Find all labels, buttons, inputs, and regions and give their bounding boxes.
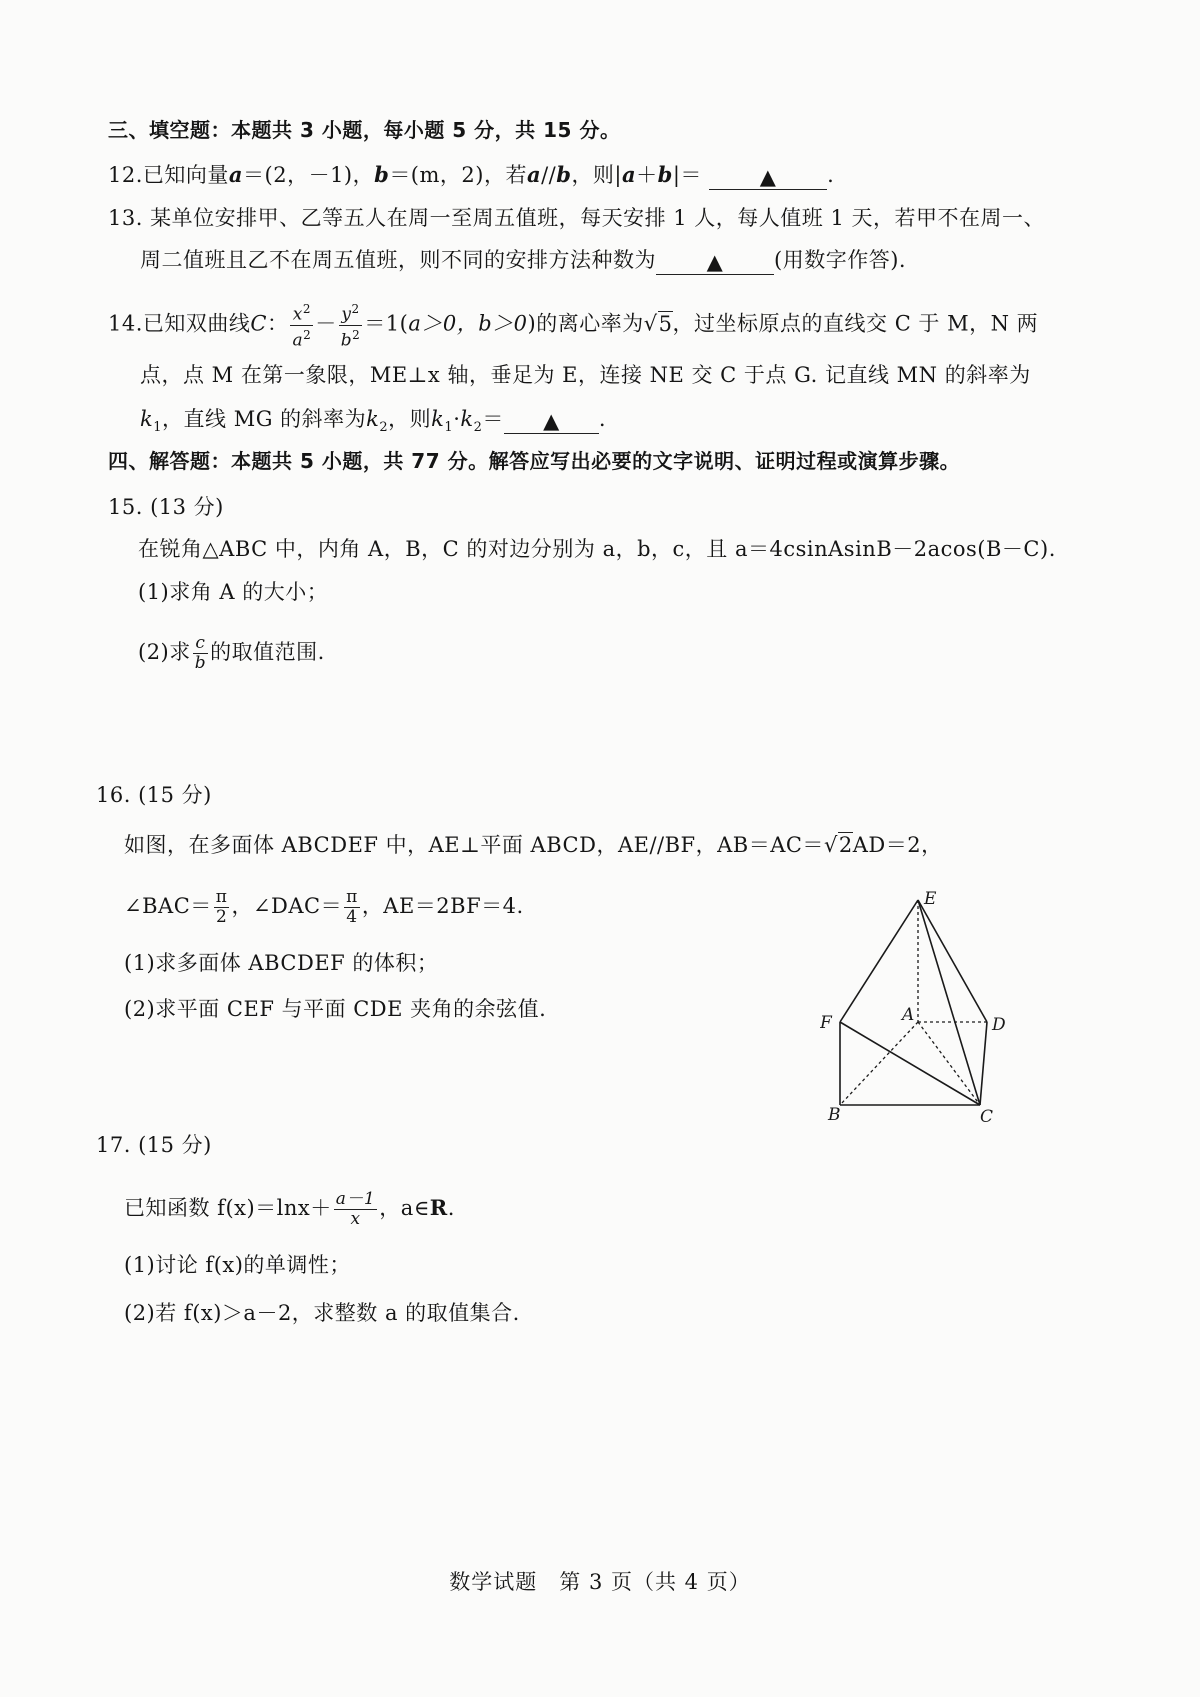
- edge-EF: [840, 900, 918, 1022]
- q15-number: 15. (13 分): [108, 495, 224, 519]
- q16-stem-line2: ∠BAC＝ $\frac{\pi}{2}$ ，∠DAC＝ $\frac{\pi}{4}$ ，AE＝2BF＝4.: [124, 887, 524, 927]
- y2-over-b2-fraction: $\frac{y^2}{b^2}$: [340, 302, 361, 351]
- q12-answer-blank: [709, 165, 827, 190]
- q13-triangle-marker: ▲: [706, 250, 724, 274]
- q14-triangle-marker: ▲: [543, 409, 560, 433]
- q15-part2: (2)求 $\frac{c}{b}$ 的取值范围.: [138, 633, 325, 673]
- question-13-line2: 周二值班且乙不在周五值班，则不同的安排方法种数为 ▲ (用数字作答).: [140, 248, 907, 274]
- q16-part1: (1)求多面体 ABCDEF 的体积；: [124, 951, 439, 975]
- pi-over-4-fraction: $\frac{\pi}{4}$: [346, 887, 358, 927]
- q12-number: 12.: [108, 163, 143, 187]
- q16-number: 16. (15 分): [96, 783, 212, 807]
- label-D: D: [992, 1015, 1006, 1035]
- polyhedron-diagram: [820, 880, 1050, 1140]
- q15-stem: 在锐角△ABC 中，内角 A，B，C 的对边分别为 a，b，c，且 a＝4csinAsinB－2acos(B－C).: [138, 537, 1056, 561]
- edge-DC: [980, 1022, 987, 1105]
- c-over-b-fraction: $\frac{c}{b}$: [194, 633, 207, 673]
- label-A: A: [902, 1005, 915, 1025]
- label-F: F: [820, 1013, 832, 1033]
- label-C: C: [980, 1107, 994, 1127]
- question-14-line1: 14.已知双曲线C： $\frac{x^2}{a^2}$ － $\frac{y^2}{b^2}$ ＝1(a＞0，b＞0)的离心率为√5，过坐标原点的直线交 C 于 M，N 两: [108, 302, 1039, 351]
- section3-heading: 三、填空题：本题共 3 小题，每小题 5 分，共 15 分。: [108, 118, 621, 142]
- q12-triangle-marker: ▲: [759, 165, 777, 189]
- label-E: E: [924, 889, 937, 909]
- q16-stem-line1: 如图，在多面体 ABCDEF 中，AE⊥平面 ABCD，AE//BF，AB＝AC＝√2AD＝2，: [124, 833, 943, 857]
- q17-stem: 已知函数 f(x)＝lnx＋ $\frac{a-1}{x}$ ，a∈R.: [124, 1189, 455, 1229]
- page-footer: 数学试题 第 3 页（共 4 页）: [449, 1570, 751, 1594]
- a-minus-1-over-x-fraction: $\frac{a-1}{x}$: [335, 1189, 376, 1229]
- label-B: B: [828, 1105, 841, 1125]
- edge-AB: [840, 1022, 918, 1105]
- q13-answer-blank: [656, 250, 774, 275]
- question-13-line1: 13. 某单位安排甲、乙等五人在周一至周五值班，每天安排 1 人，每人值班 1 天，若甲不在周一、: [108, 206, 1045, 230]
- q14-answer-blank: [504, 409, 599, 434]
- q17-number: 17. (15 分): [96, 1133, 212, 1157]
- edge-ED: [918, 900, 987, 1022]
- question-12: 12.已知向量a＝(2，－1)，b＝(m，2)，若a//b，则|a＋b|＝ ▲ .: [108, 162, 835, 189]
- q17-part2: (2)若 f(x)＞a－2，求整数 a 的取值集合.: [124, 1301, 520, 1325]
- hidden-edges: [840, 900, 987, 1105]
- q17-part1: (1)讨论 f(x)的单调性；: [124, 1253, 351, 1277]
- edge-AC: [918, 1022, 980, 1105]
- solid-edges: [840, 900, 987, 1105]
- question-14-line3: $k_1$，直线 MG 的斜率为$k_2$，则$k_1\cdot k_2=$ ▲ .: [140, 407, 607, 436]
- section4-heading: 四、解答题：本题共 5 小题，共 77 分。解答应写出必要的文字说明、证明过程或演算步骤。: [108, 449, 961, 473]
- x2-over-a2-fraction: $\frac{x^2}{a^2}$: [292, 302, 312, 351]
- q15-part1: (1)求角 A 的大小；: [138, 580, 329, 604]
- question-14-line2: 点，点 M 在第一象限，ME⊥x 轴，垂足为 E，连接 NE 交 C 于点 G. 记直线 MN 的斜率为: [140, 363, 1031, 387]
- pi-over-2-fraction: $\frac{\pi}{2}$: [215, 887, 228, 927]
- q16-part2: (2)求平面 CEF 与平面 CDE 夹角的余弦值.: [124, 997, 547, 1021]
